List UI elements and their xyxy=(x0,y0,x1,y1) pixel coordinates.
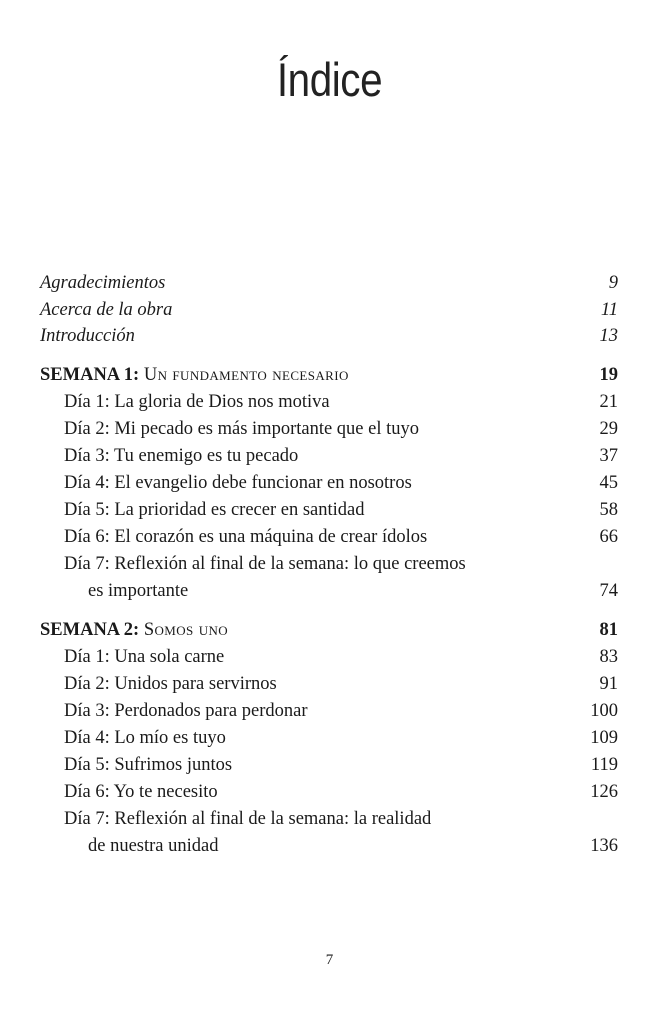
toc-entry-page: 11 xyxy=(600,299,618,320)
page-title: Índice xyxy=(276,53,383,106)
toc-entry-w2-d6 xyxy=(40,779,618,806)
toc-entry-page: 37 xyxy=(599,445,618,466)
week-label: SEMANA 2 xyxy=(40,619,134,640)
toc-entry-label: Día 4: El evangelio debe funcionar en nosotros xyxy=(64,472,412,493)
toc-entry-page: 19 xyxy=(599,364,618,385)
toc-entry-page: 74 xyxy=(599,580,618,601)
toc-entry-w1-d6 xyxy=(40,524,618,551)
toc-entry-w2-d7-continuation xyxy=(40,833,618,860)
toc-entry-page: 136 xyxy=(590,835,618,856)
toc-entry-agradecimientos xyxy=(40,270,618,297)
toc-week-2-heading xyxy=(40,617,618,644)
toc-entry-w2-d4 xyxy=(40,725,618,752)
toc-entry-page: 29 xyxy=(599,418,618,439)
toc-entry-label: Día 6: Yo te necesito xyxy=(64,781,218,802)
toc-entry-label-continuation: de nuestra unidad xyxy=(88,835,219,856)
toc-entry-w2-d7 xyxy=(40,806,618,833)
toc-entry-label: Día 4: Lo mío es tuyo xyxy=(64,727,226,748)
toc-entry-label: Día 3: Perdonados para perdonar xyxy=(64,700,308,721)
week-separator: : xyxy=(133,364,144,385)
toc-entry-w1-d1 xyxy=(40,389,618,416)
toc-entry-w2-d5 xyxy=(40,752,618,779)
toc-entry-label: Introducción xyxy=(40,326,135,346)
toc-entry-label: Día 7: Reflexión al final de la semana: lo que creemos xyxy=(64,553,466,574)
page-number: 7 xyxy=(325,952,334,968)
week-label: SEMANA 1 xyxy=(40,364,134,385)
toc-entry-label: Día 1: Una sola carne xyxy=(64,646,225,667)
week-subtitle: Somos uno xyxy=(143,619,229,640)
toc-entry-page: 119 xyxy=(590,754,618,775)
toc-entry-acerca-de-la-obra xyxy=(40,297,618,324)
toc-entry-page: 9 xyxy=(608,273,618,293)
toc-entry-page: 91 xyxy=(599,673,618,694)
toc-entry-page: 45 xyxy=(599,472,618,493)
toc-entry-w1-d2 xyxy=(40,416,618,443)
toc-entry-w1-d7 xyxy=(40,551,618,578)
toc-entry-label: Día 2: Mi pecado es más importante que el tuyo xyxy=(64,418,420,439)
toc-entry-page: 58 xyxy=(599,499,618,520)
toc-entry-label-continuation: es importante xyxy=(88,580,189,601)
table-of-contents xyxy=(40,270,618,860)
toc-entry-page: 66 xyxy=(599,526,618,547)
toc-entry-label: Día 5: La prioridad es crecer en santidad xyxy=(64,499,365,520)
toc-entry-w2-d2 xyxy=(40,671,618,698)
toc-entry-w1-d5 xyxy=(40,497,618,524)
toc-entry-label: Acerca de la obra xyxy=(40,299,173,320)
toc-entry-page: 109 xyxy=(590,727,618,748)
toc-entry-page: 83 xyxy=(599,646,618,667)
toc-entry-w1-d4 xyxy=(40,470,618,497)
toc-entry-label: Agradecimientos xyxy=(40,273,166,293)
toc-entry-page: 126 xyxy=(590,781,618,802)
toc-entry-label: Día 3: Tu enemigo es tu pecado xyxy=(64,445,299,466)
toc-entry-label: Día 6: El corazón es una máquina de crear ídolos xyxy=(64,526,428,547)
toc-entry-page: 13 xyxy=(599,326,618,346)
week-separator: : xyxy=(133,619,144,640)
toc-entry-page: 81 xyxy=(599,619,618,640)
toc-entry-label: Día 1: La gloria de Dios nos motiva xyxy=(64,391,330,412)
toc-entry-label: Día 2: Unidos para servirnos xyxy=(64,673,277,694)
toc-entry-w1-d3 xyxy=(40,443,618,470)
toc-entry-label: Día 5: Sufrimos juntos xyxy=(64,754,233,775)
toc-entry-page: 100 xyxy=(590,700,618,721)
toc-week-1-heading xyxy=(40,362,618,389)
toc-entry-introduccion xyxy=(40,323,618,350)
toc-entry-w2-d3 xyxy=(40,698,618,725)
week-subtitle: Un fundamento necesario xyxy=(143,364,349,385)
toc-entry-page: 21 xyxy=(599,391,618,412)
toc-entry-w2-d1 xyxy=(40,644,618,671)
toc-entry-label: Día 7: Reflexión al final de la semana: la realidad xyxy=(64,808,432,829)
toc-entry-w1-d7-continuation xyxy=(40,578,618,605)
